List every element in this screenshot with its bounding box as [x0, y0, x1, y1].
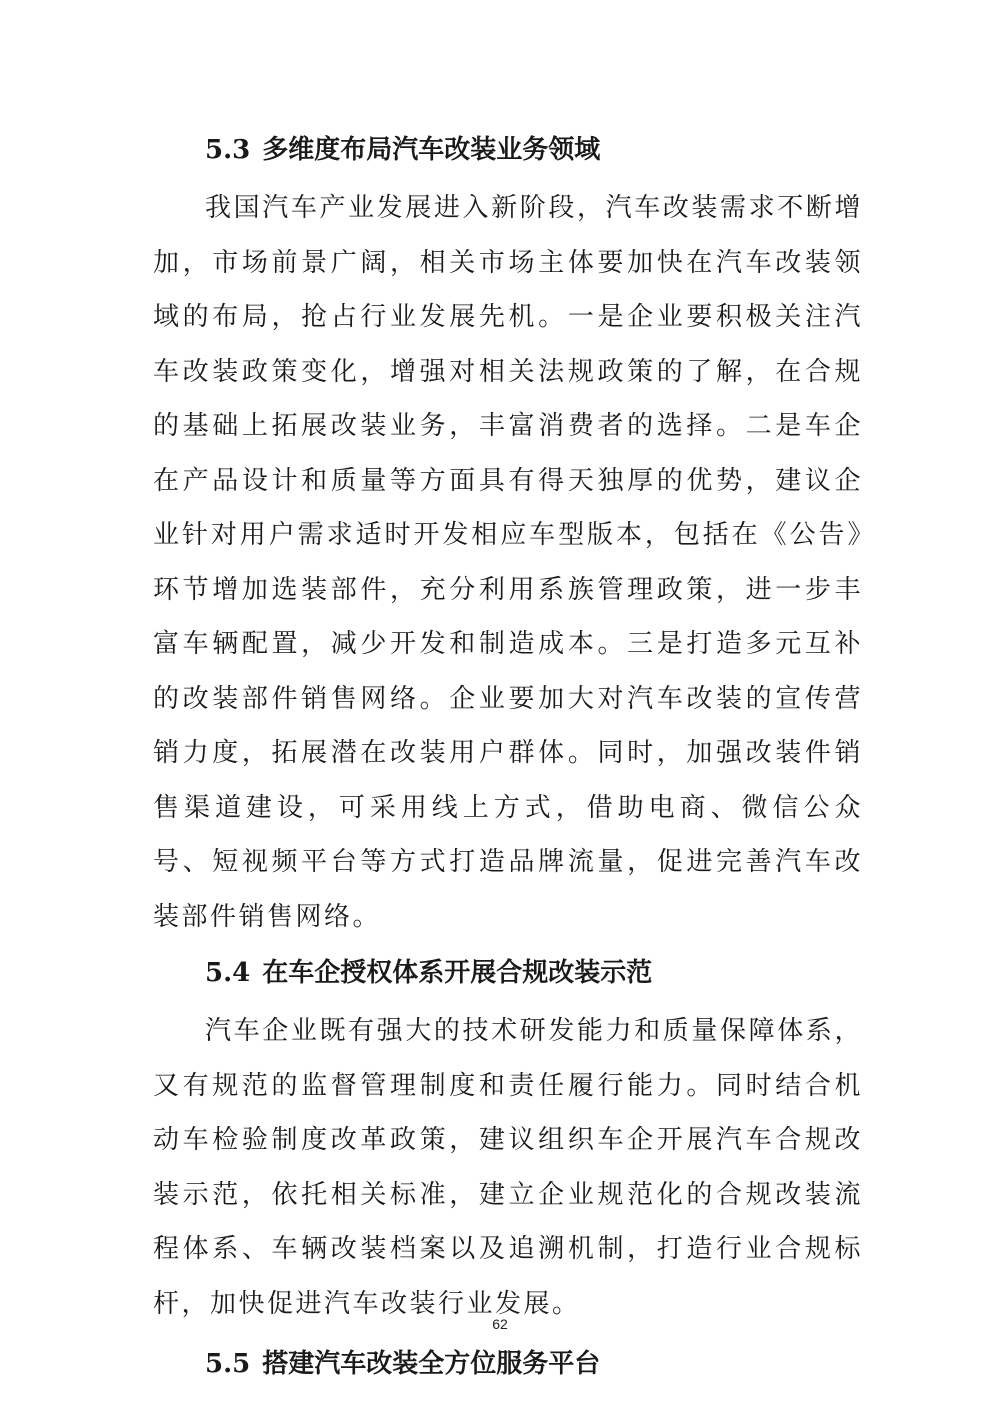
section-number: 5.4: [205, 958, 251, 988]
section-title: 在车企授权体系开展合规改装示范: [262, 958, 653, 988]
section-number: 5.3: [205, 135, 251, 165]
page-content: [153, 120, 863, 1391]
section-heading-5-3: [153, 123, 863, 177]
section-title: 多维度布局汽车改装业务领域: [262, 135, 601, 165]
section-paragraph-5-4: 汽车企业既有强大的技术研发能力和质量保障体系，又有规范的监督管理制度和责任履行能力。同时结合机动车检验制度改革政策，建议组织车企开展汽车合规改装示范，依托相关标准，建立企业规范化的合规改装流程体系、车辆改装档案以及追溯机制，打造行业合规标杆，加快促进汽车改装行业发展。: [153, 1016, 863, 1319]
section-title: 搭建汽车改装全方位服务平台: [262, 1349, 601, 1379]
section-heading-5-4: [153, 946, 863, 1000]
section-number: 5.5: [205, 1349, 251, 1379]
page-number: 62: [492, 1316, 508, 1332]
section-heading-5-5: [153, 1337, 863, 1391]
section-paragraph-5-3: 我国汽车产业发展进入新阶段，汽车改装需求不断增加，市场前景广阔，相关市场主体要加快在汽车改装领域的布局，抢占行业发展先机。一是企业要积极关注汽车改装政策变化，增强对相关法规政策的了解，在合规的基础上拓展改装业务，丰富消费者的选择。二是车企在产品设计和质量等方面具有得天独厚的优势，建议企业针对用户需求适时开发相应车型版本，包括在《公告》环节增加选装部件，充分利用系族管理政策，进一步丰富车辆配置，减少开发和制造成本。三是打造多元互补的改装部件销售网络。企业要加大对汽车改装的宣传营销力度，拓展潜在改装用户群体。同时，加强改装件销售渠道建设，可采用线上方式，借助电商、微信公众号、短视频平台等方式打造品牌流量，促进完善汽车改装部件销售网络。: [153, 193, 863, 932]
